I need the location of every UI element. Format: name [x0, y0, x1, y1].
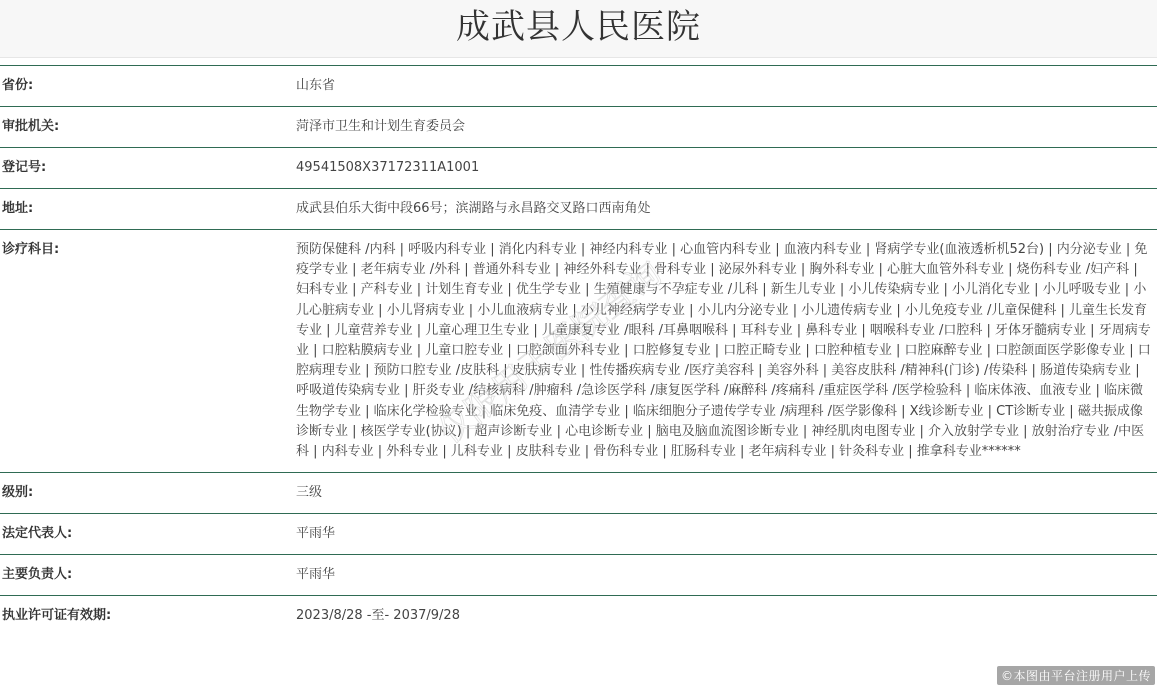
- reg-no-value: 49541508X37172311A1001: [296, 160, 480, 175]
- title-bar: [0, 0, 1157, 58]
- legal-rep-label: 法定代表人:: [2, 526, 73, 542]
- legal-rep-value: 平雨华: [296, 526, 336, 542]
- row-reg-no: [0, 148, 1157, 189]
- row-level: [0, 473, 1157, 514]
- scope-value: 预防保健科 /内科 | 呼吸内科专业 | 消化内科专业 | 神经内科专业 | 心血管内科专业 | 血液内科专业 | 肾病学专业(血液透析机52台) | 内分泌专业 | 免疫学专业 | 老年病专业 /外科 | 普通外科专业 | 神经外科专业 | 骨科专业 | 泌尿外科专业 | 胸外科专业 | 心脏大血管外科专业 | 烧伤科专业 /妇产科 | 妇科专业 | 产科专业 | 计划生育专业 | 优生学专业 | 生殖健康与不孕症专业 /儿科 | 新生儿专业 | 小儿传染病专业 | 小儿消化专业 | 小儿呼吸专业 | 小儿心脏病专业 | 小儿肾病专业 | 小儿血液病专业 | 小儿神经病学专业 | 小儿内分泌专业 | 小儿遗传病专业 | 小儿免疫专业 /儿童保健科 | 儿童生长发育专业 | 儿童营养专业 | 儿童心理卫生专业 | 儿童康复专业 /眼科 /耳鼻咽喉科 | 耳科专业 | 鼻科专业 | 咽喉科专业 /口腔科 | 牙体牙髓病专业 | 牙周病专业 | 口腔粘膜病专业 | 儿童口腔专业 | 口腔颌面外科专业 | 口腔修复专业 | 口腔正畸专业 | 口腔种植专业 | 口腔麻醉专业 | 口腔颌面医学影像专业 | 口腔病理专业 | 预防口腔专业 /皮肤科 | 皮肤病专业 | 性传播疾病专业 /医疗美容科 | 美容外科 | 美容皮肤科 /精神科(门诊) /传染科 | 肠道传染病专业 | 呼吸道传染病专业 | 肝炎专业 /结核病科 /肿瘤科 /急诊医学科 /康复医学科 /麻醉科 /疼痛科 /重症医学科 /医学检验科 | 临床体液、血液专业 | 临床微生物学专业 | 临床化学检验专业 | 临床免疫、血清学专业 | 临床细胞分子遗传学专业 /病理科 /医学影像科 | X线诊断专业 | CT诊断专业 | 磁共振成像诊断专业 | 核医学专业(协议) | 超声诊断专业 | 心电诊断专业 | 脑电及脑血流图诊断专业 | 神经肌肉电图专业 | 介入放射学专业 | 放射治疗专业 /中医科 | 内科专业 | 外科专业 | 儿科专业 | 皮肤科专业 | 骨伤科专业 | 肛肠科专业 | 老年病科专业 | 针灸科专业 | 推拿科专业******: [296, 242, 1151, 460]
- address-label: 地址:: [2, 201, 34, 216]
- row-legal-rep: [0, 514, 1157, 555]
- row-principal: [0, 555, 1157, 596]
- province-value: 山东省: [296, 78, 336, 93]
- scope-label: 诊疗科目:: [2, 242, 60, 257]
- address-value: 成武县伯乐大街中段66号；滨湖路与永昌路交叉路口西南角处: [296, 201, 651, 216]
- info-table: [0, 65, 1157, 636]
- level-value: 三级: [296, 485, 323, 501]
- license-valid-label: 执业许可证有效期:: [2, 608, 112, 624]
- row-license-valid: [0, 596, 1157, 637]
- authority-label: 审批机关:: [2, 119, 60, 134]
- page-title: 成武县人民医院: [456, 7, 701, 47]
- diagonal-watermark-text: 仅限用于医院查询: [430, 253, 670, 453]
- principal-value: 平雨华: [296, 567, 336, 583]
- row-scope: [0, 230, 1157, 473]
- principal-label: 主要负责人:: [2, 567, 73, 583]
- upload-notice: ©本图由平台注册用户上传: [997, 666, 1155, 685]
- authority-value: 菏泽市卫生和计划生育委员会: [296, 119, 466, 134]
- row-address: [0, 189, 1157, 230]
- province-label: 省份:: [2, 78, 34, 93]
- license-valid-value: 2023/8/28 -至- 2037/9/28: [296, 608, 460, 624]
- level-label: 级别:: [2, 485, 34, 501]
- row-authority: [0, 107, 1157, 148]
- reg-no-label: 登记号:: [2, 160, 47, 175]
- row-province: [0, 66, 1157, 107]
